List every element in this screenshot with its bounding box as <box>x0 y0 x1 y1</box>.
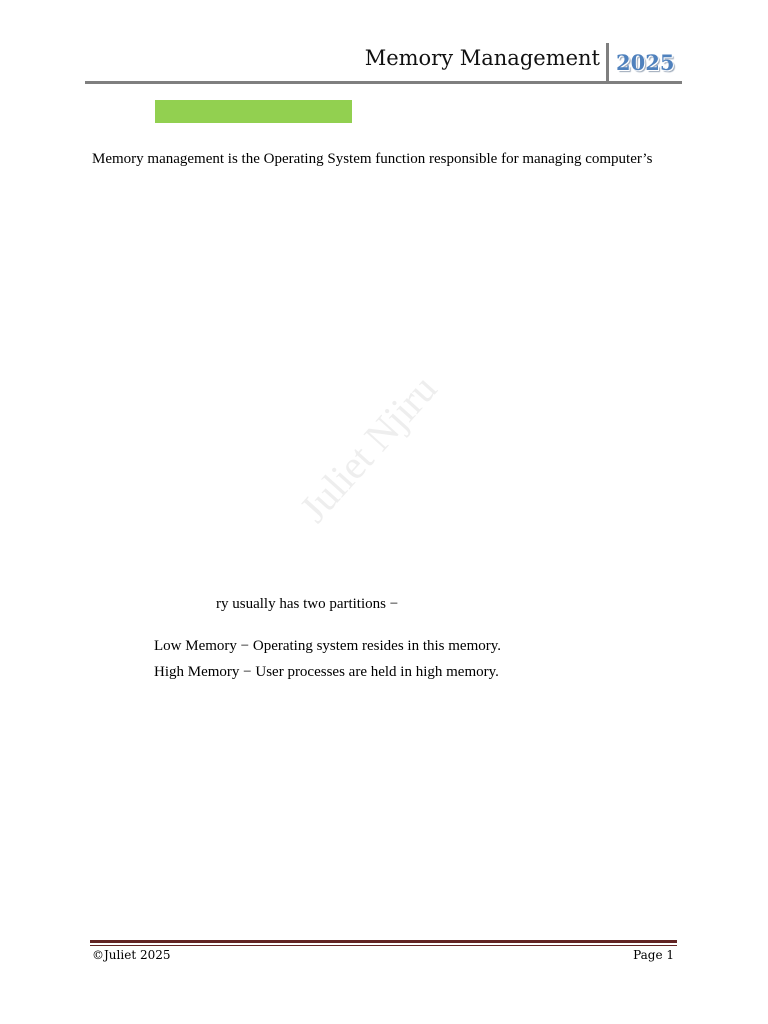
partitions-sentence: ry usually has two partitions − <box>216 596 399 612</box>
header-rule <box>85 81 682 84</box>
footer-rule-thin <box>90 945 677 946</box>
watermark: Juliet Njiru <box>290 366 446 531</box>
footer-rule <box>90 940 677 943</box>
header-title: Memory Management <box>364 46 600 70</box>
footer-copyright: ©Juliet 2025 <box>92 948 171 962</box>
list-item-low-memory: Low Memory − Operating system resides in this memory. <box>154 638 502 654</box>
section-highlight-bar <box>155 100 352 123</box>
footer-page-number: Page 1 <box>633 948 674 962</box>
header-year: 2025 <box>616 50 675 75</box>
list-item-high-memory: High Memory − User processes are held in high memory. <box>154 664 499 680</box>
header-divider <box>606 43 609 83</box>
intro-paragraph: Memory management is the Operating System function responsible for managing computer’s <box>92 151 653 167</box>
